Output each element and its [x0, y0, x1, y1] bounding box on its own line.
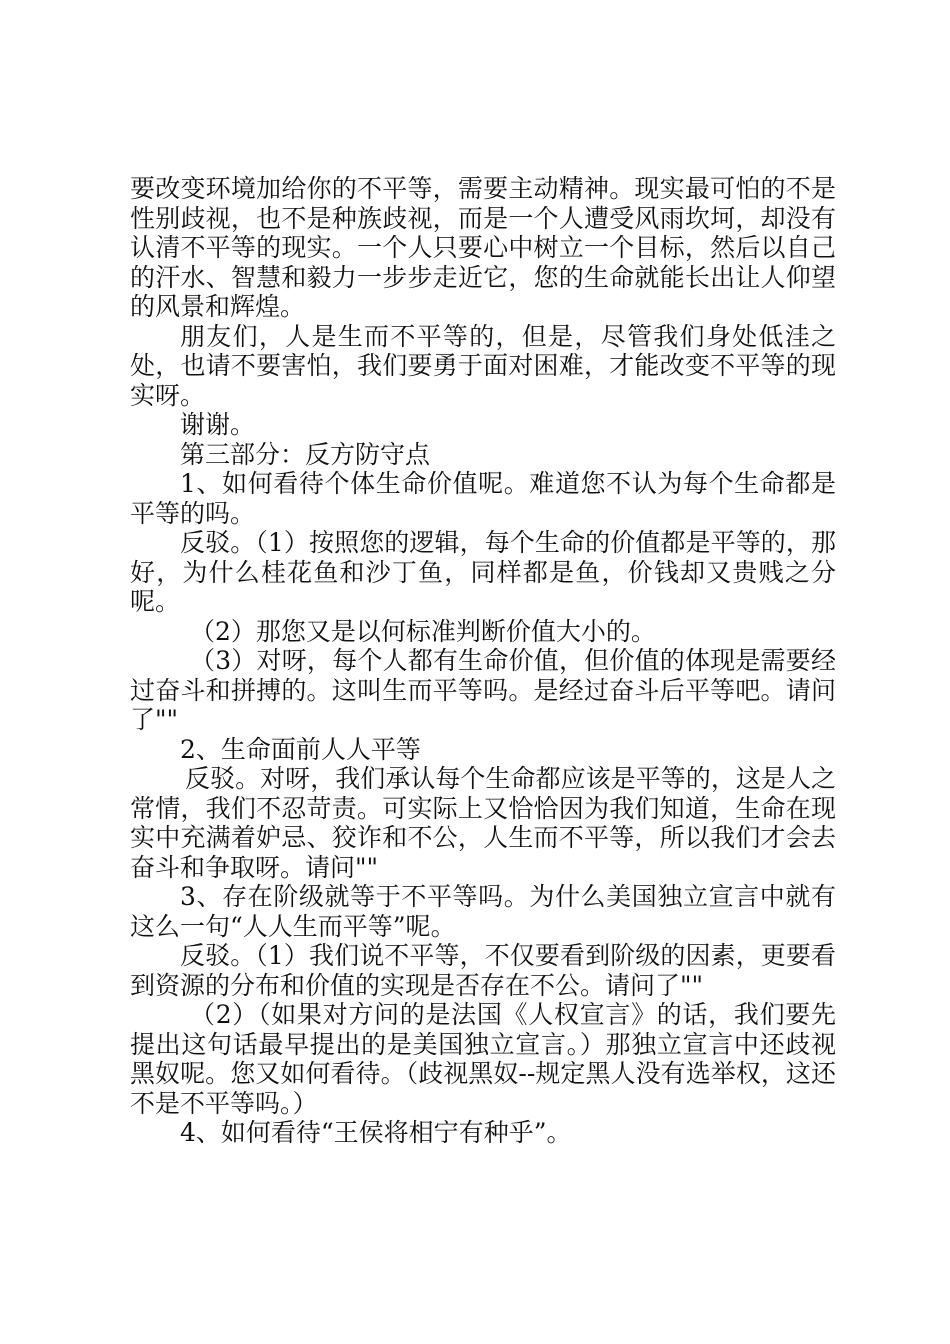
rebuttal-3-1: 反驳。（1）我们说不平等，不仅要看到阶级的因素，更要看到资源的分布和价值的实现是否存在不公。请问了"" — [130, 941, 836, 1000]
paragraph-continuation: 要改变环境加给你的不平等，需要主动精神。现实最可怕的不是性别歧视，也不是种族歧视，而是一个人遭受风雨坎坷，却没有认清不平等的现实。一个人只要心中树立一个目标，然后以自己的汗水、智慧和毅力一步步走近它，您的生命就能长出让人仰望的风景和辉煌。 — [130, 174, 836, 321]
defense-point-4: 4、如何看待“王侯将相宁有种乎”。 — [180, 1118, 572, 1147]
section-heading: 第三部分：反方防守点 — [180, 439, 431, 469]
defense-point-1: 1、如何看待个体生命价值呢。难道您不认为每个生命都是平等的吗。 — [130, 469, 836, 528]
defense-point-2: 2、生命面前人人平等 — [180, 734, 421, 764]
rebuttal-1-1: 反驳。（1）按照您的逻辑，每个生命的价值都是平等的，那好，为什么桂花鱼和沙丁鱼，同样都是鱼，价钱却又贵贱之分呢。 — [130, 528, 836, 616]
paragraph-thanks: 谢谢。 — [180, 410, 256, 439]
paragraph-conclusion: 朋友们，人是生而不平等的，但是，尽管我们身处低洼之处，也请不要害怕，我们要勇于面对困难，才能改变不平等的现实呀。 — [130, 321, 836, 410]
document-body — [130, 174, 836, 1148]
rebuttal-3-2: （2）（如果对方问的是法国《人权宣言》的话，我们要先提出这句话最早提出的是美国独立宣言。）那独立宣言中还歧视黑奴呢。您又如何看待。（歧视黑奴--规定黑人没有选举权，这还不是不平等吗。） — [130, 1000, 836, 1118]
defense-point-3: 3、存在阶级就等于不平等吗。为什么美国独立宣言中就有这么一句“人人生而平等”呢。 — [130, 882, 836, 941]
rebuttal-1-2: （2）那您又是以何标准判断价值大小的。 — [190, 616, 656, 646]
rebuttal-1-3: （3）对呀，每个人都有生命价值，但价值的体现是需要经过奋斗和拼搏的。这叫生而平等吗。是经过奋斗后平等吧。请问了"" — [130, 646, 836, 734]
rebuttal-2: 反驳。对呀，我们承认每个生命都应该是平等的，这是人之常情，我们不忍苛责。可实际上又恰恰因为我们知道，生命在现实中充满着妒忌、狡诈和不公，人生而不平等，所以我们才会去奋斗和争取呀。请问"" — [130, 764, 836, 882]
